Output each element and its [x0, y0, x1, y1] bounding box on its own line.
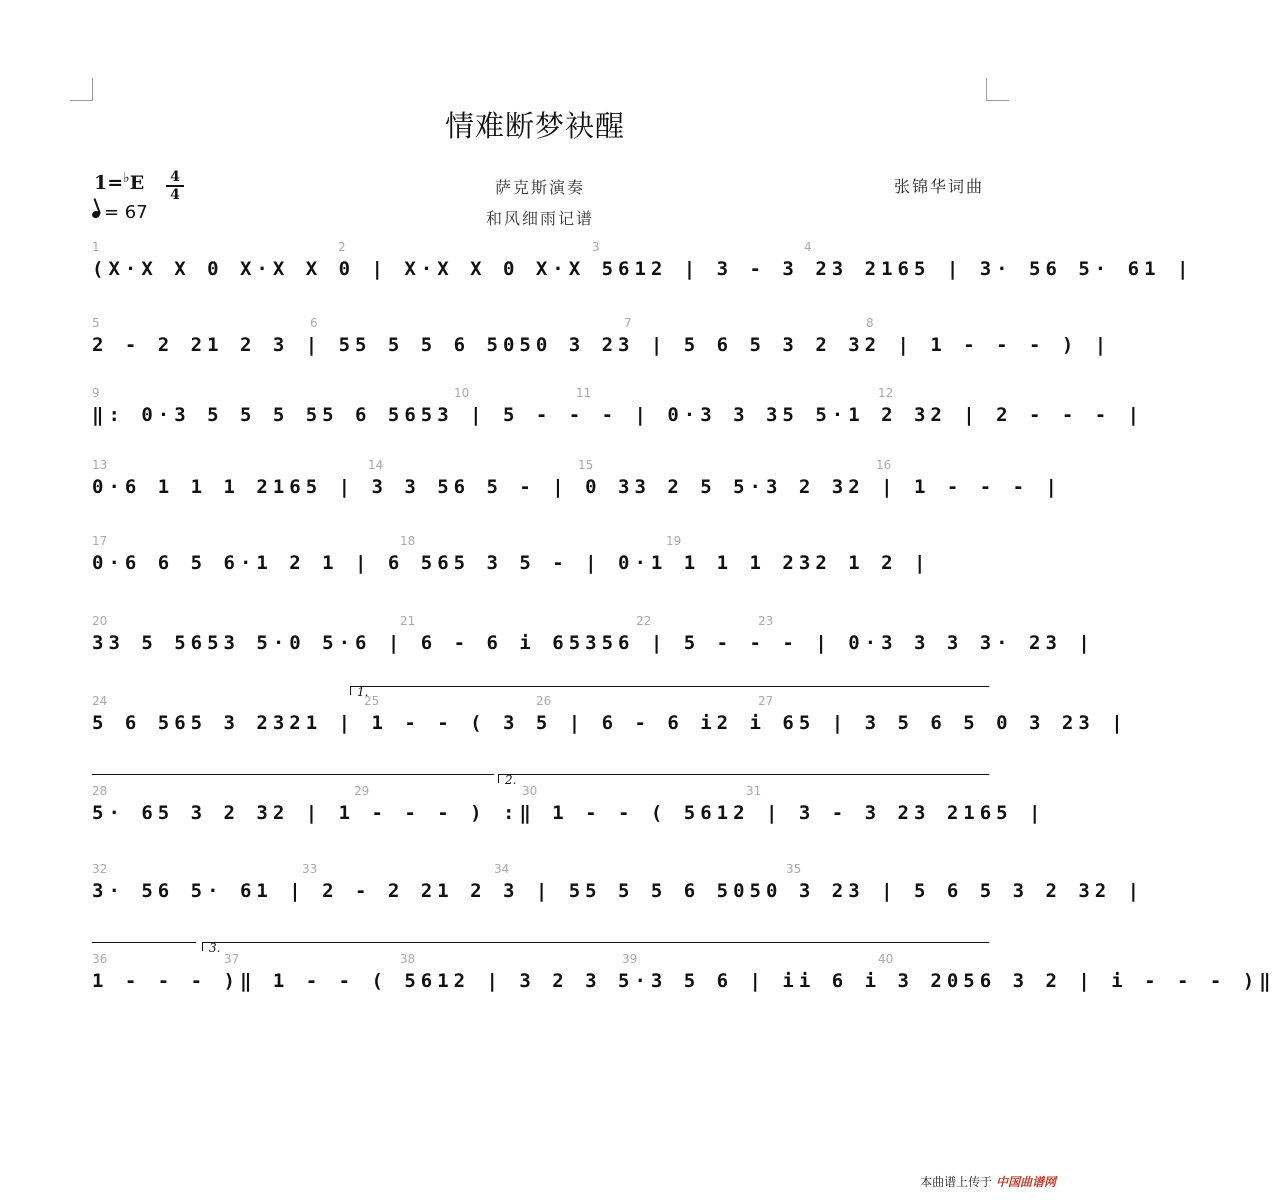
measure-number: 27 [758, 694, 774, 708]
measure-number: 7 [624, 316, 632, 330]
measure-number: 23 [758, 614, 774, 628]
time-sig-top: 4 [170, 169, 180, 185]
measure-number: 1 [92, 240, 100, 254]
notation-text: 33 5 5653 5·0 5·6 | 6 - 6 i 65356 | 5 - - - | 0·3 3 3 3· 23 | [92, 632, 1095, 654]
score-title: 情难断梦袂醒 [444, 109, 625, 143]
tempo-value: = 67 [104, 202, 148, 223]
measure-number: 21 [400, 614, 416, 628]
measure-number: 28 [92, 784, 108, 798]
performer-credit: 萨克斯演奏 [494, 178, 585, 197]
volta-label: 1. [357, 685, 369, 699]
measure-number: 30 [522, 784, 538, 798]
composer-credit: 张锦华词曲 [893, 177, 984, 196]
notation-text: 1 - - - )‖ 1 - - ( 5612 | 3 2 3 5·3 5 6 | ii 6 i 3 2056 3 2 | i - - - )‖ [92, 970, 1276, 992]
measure-number: 10 [454, 386, 470, 400]
volta-bracket-3 [202, 941, 989, 955]
measure-number: 35 [786, 862, 802, 876]
notation-text: 2 - 2 21 2 3 | 55 5 5 6 5050 3 23 | 5 6 5 3 2 32 | 1 - - - ) | [92, 334, 1112, 356]
measure-number: 31 [746, 784, 762, 798]
notation-text: 5 6 565 3 2321 | 1 - - ( 3 5 | 6 - 6 i2 i 65 | 3 5 6 5 0 3 23 | [92, 712, 1128, 734]
flat-sign: ♭ [123, 170, 130, 186]
measure-number: 37 [224, 952, 240, 966]
measure-number: 14 [368, 458, 384, 472]
measure-number: 26 [536, 694, 552, 708]
volta-label: 3. [209, 941, 221, 955]
measure-number: 4 [804, 240, 812, 254]
measure-number: 2 [338, 240, 346, 254]
notation-text: ‖: 0·3 5 5 5 55 6 5653 | 5 - - - | 0·3 3 35 5·1 2 32 | 2 - - - | [92, 404, 1145, 426]
measure-number: 38 [400, 952, 416, 966]
key-prefix: 1= [94, 172, 124, 194]
site-logo: 中国曲谱网 [995, 1175, 1056, 1189]
measure-number: 15 [578, 458, 594, 472]
measure-number: 3 [592, 240, 600, 254]
measure-number: 5 [92, 316, 100, 330]
volta-bracket-1 [350, 685, 989, 699]
key-note: E [129, 172, 145, 194]
measure-number: 39 [622, 952, 638, 966]
measure-number: 11 [576, 386, 592, 400]
volta-label: 2. [505, 773, 517, 787]
site-watermark [920, 1173, 1056, 1190]
measure-number: 24 [92, 694, 108, 708]
notation-text: 5· 65 3 2 32 | 1 - - - ) :‖ 1 - - ( 5612 | 3 - 3 23 2165 | [92, 802, 1046, 824]
crop-mark-top-right [986, 78, 1009, 101]
measure-number: 18 [400, 534, 416, 548]
volta-continuation [92, 774, 494, 783]
measure-number: 34 [494, 862, 510, 876]
crop-mark-top-left [70, 78, 93, 101]
measure-number: 19 [666, 534, 682, 548]
notation-text: 0·6 6 5 6·1 2 1 | 6 565 3 5 - | 0·1 1 1 1 232 1 2 | [92, 552, 931, 574]
measure-number: 36 [92, 952, 108, 966]
upload-text: 本曲谱上传于 [920, 1175, 993, 1189]
measure-number: 25 [364, 694, 380, 708]
measure-number: 16 [876, 458, 892, 472]
volta-bracket-2 [498, 773, 989, 787]
measure-number: 13 [92, 458, 108, 472]
measure-number: 6 [310, 316, 318, 330]
measure-number: 12 [878, 386, 894, 400]
measure-number: 22 [636, 614, 652, 628]
measure-number: 29 [354, 784, 370, 798]
time-sig-bottom: 4 [170, 187, 180, 203]
notation-text: 0·6 1 1 1 2165 | 3 3 56 5 - | 0 33 2 5 5·3 2 32 | 1 - - - | [92, 476, 1062, 498]
measure-number: 17 [92, 534, 108, 548]
measure-number: 8 [866, 316, 874, 330]
measure-number: 32 [92, 862, 108, 876]
measure-number: 20 [92, 614, 108, 628]
notation-text: (X·X X 0 X·X X 0 | X·X X 0 X·X 5612 | 3 - 3 23 2165 | 3· 56 5· 61 | [92, 258, 1194, 280]
measure-number: 40 [878, 952, 894, 966]
transcriber-credit: 和风细雨记谱 [485, 209, 594, 228]
notation-text: 3· 56 5· 61 | 2 - 2 21 2 3 | 55 5 5 6 5050 3 23 | 5 6 5 3 2 32 | [92, 880, 1145, 902]
measure-number: 33 [302, 862, 318, 876]
volta-continuation [92, 942, 196, 951]
measure-number: 9 [92, 386, 100, 400]
